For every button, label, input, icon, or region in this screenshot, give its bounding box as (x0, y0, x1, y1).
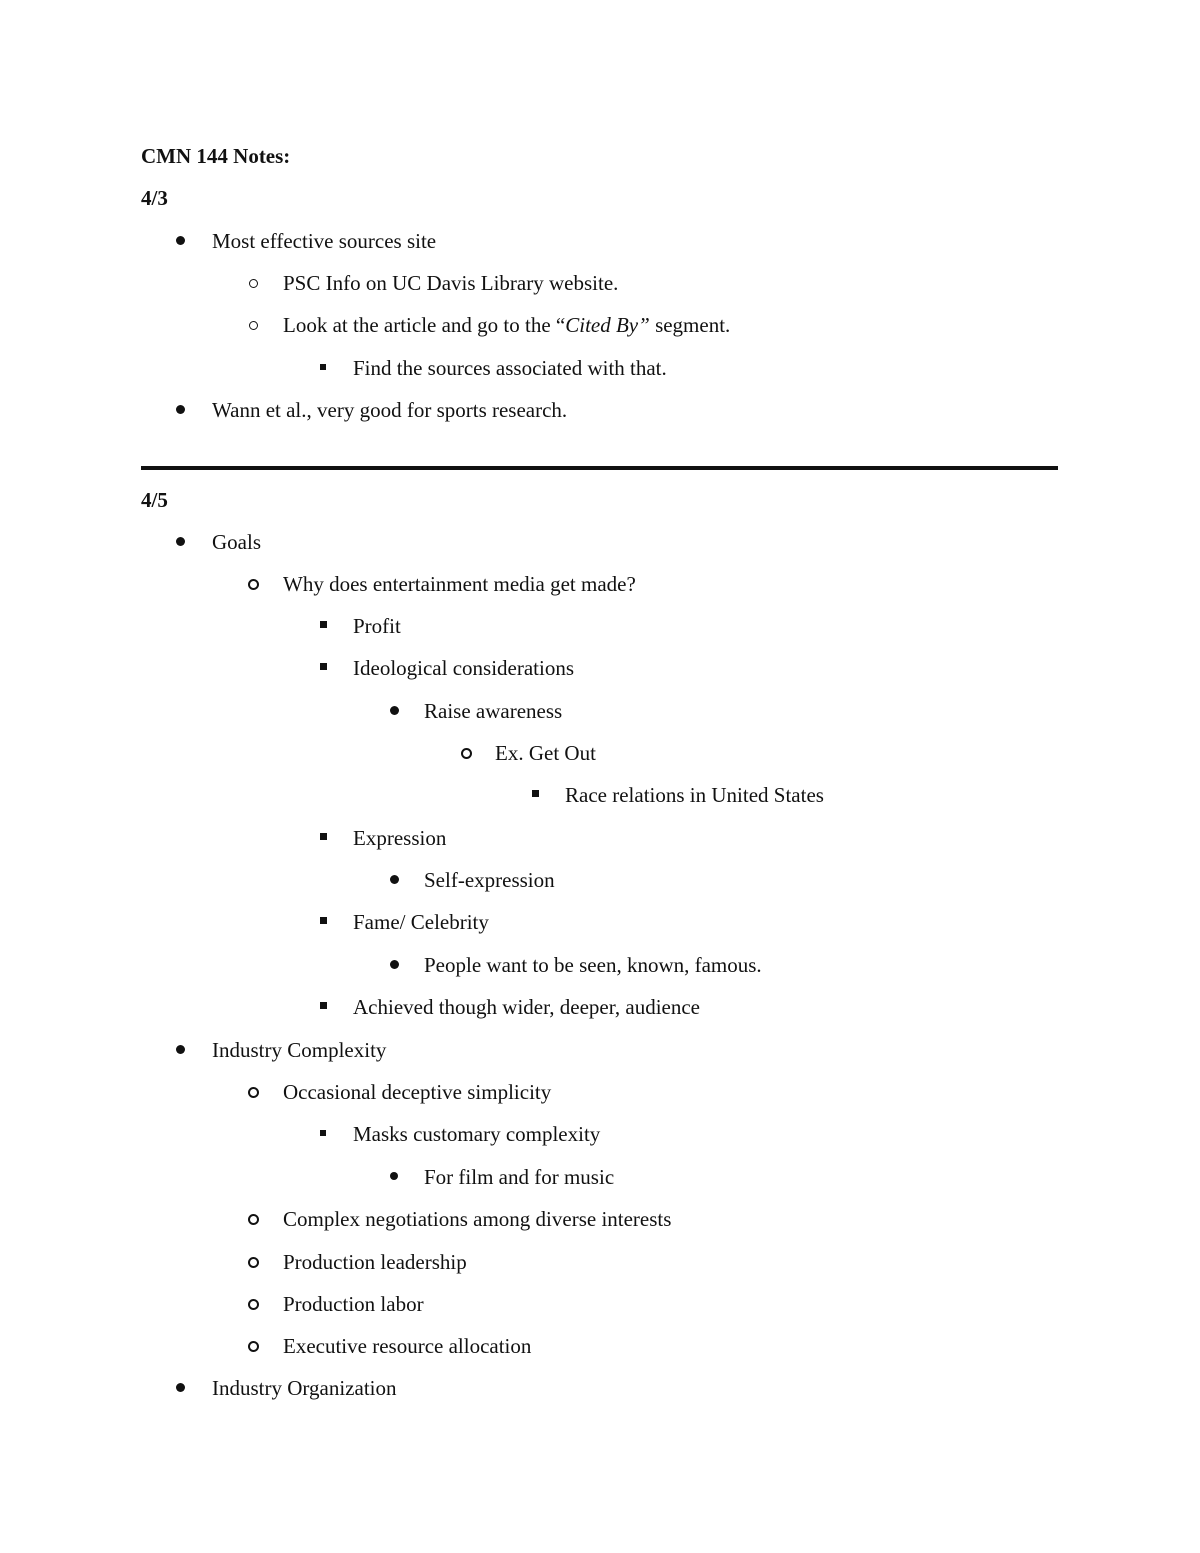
bullet-square (320, 833, 327, 840)
note-item: Production leadership (283, 1250, 467, 1274)
note-item: Race relations in United States (565, 783, 824, 807)
note-item: Most effective sources site (212, 229, 437, 253)
note-item: For film and for music (424, 1165, 615, 1189)
note-item: Ideological considerations (353, 656, 575, 680)
bullet-disc (390, 1172, 398, 1180)
note-item: Executive resource allocation (283, 1334, 532, 1358)
bullet-disc (176, 1383, 185, 1392)
note-item: Achieved though wider, deeper, audience (353, 995, 701, 1019)
note-item: Occasional deceptive simplicity (283, 1080, 552, 1104)
note-item: Ex. Get Out (495, 741, 596, 765)
bullet-circle (249, 321, 258, 330)
note-item: Self-expression (424, 868, 555, 892)
note-item: People want to be seen, known, famous. (424, 953, 762, 977)
bullet-disc (176, 1045, 185, 1054)
bullet-square (532, 790, 539, 797)
bullet-square (320, 364, 326, 370)
bullet-disc (176, 537, 185, 546)
bullet-circle (248, 1341, 259, 1352)
note-item: Raise awareness (424, 699, 563, 723)
bullet-disc (390, 875, 399, 884)
bullet-disc (390, 960, 399, 969)
section-date-4-3: 4/3 (141, 186, 168, 210)
bullet-square (320, 917, 327, 924)
note-item: Why does entertainment media get made? (283, 572, 636, 596)
bullet-circle (461, 748, 472, 759)
bullet-circle (249, 279, 258, 288)
bullet-square (320, 1130, 326, 1136)
note-item-cited-by (283, 312, 730, 338)
section-date-4-5: 4/5 (141, 488, 168, 512)
note-item: Goals (212, 530, 261, 554)
bullet-disc (390, 706, 399, 715)
bullet-circle (248, 579, 259, 590)
document-title: CMN 144 Notes: (141, 144, 291, 168)
note-text: segment. (649, 313, 731, 337)
bullet-circle (248, 1087, 259, 1098)
section-divider (141, 466, 1058, 470)
note-item: Expression (353, 826, 447, 850)
note-item: Complex negotiations among diverse interests (283, 1207, 672, 1231)
note-item: Industry Complexity (212, 1038, 387, 1062)
bullet-disc (176, 236, 185, 245)
bullet-square (320, 1002, 327, 1009)
note-item: Profit (353, 614, 401, 638)
note-text: Look at the article and go to the “ (283, 313, 566, 337)
note-item: Industry Organization (212, 1376, 397, 1400)
note-item: Find the sources associated with that. (353, 356, 667, 380)
note-item: PSC Info on UC Davis Library website. (283, 271, 619, 295)
note-item: Production labor (283, 1292, 424, 1316)
bullet-circle (248, 1299, 259, 1310)
note-item: Wann et al., very good for sports research. (212, 398, 568, 422)
note-item: Masks customary complexity (353, 1122, 601, 1146)
bullet-square (320, 663, 327, 670)
note-item: Fame/ Celebrity (353, 910, 489, 934)
note-text-italic: Cited By” (565, 313, 650, 337)
bullet-circle (248, 1214, 259, 1225)
bullet-circle (248, 1257, 259, 1268)
bullet-square (320, 621, 327, 628)
bullet-disc (176, 405, 185, 414)
